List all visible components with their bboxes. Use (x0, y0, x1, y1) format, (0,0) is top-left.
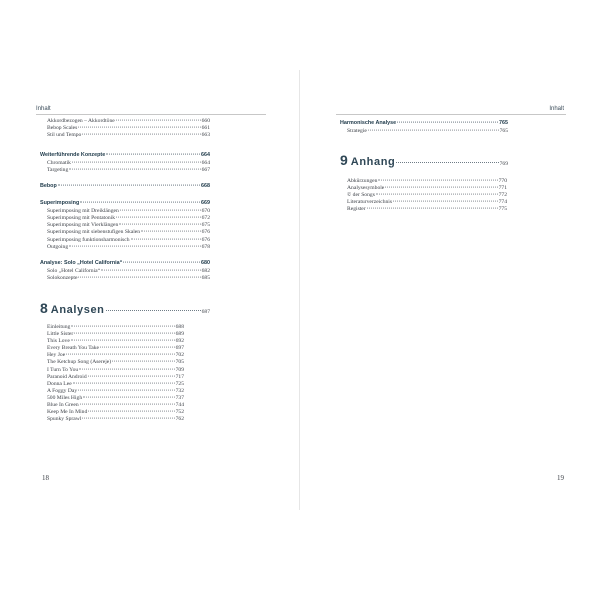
chapter-title: Analysen (50, 303, 105, 316)
dot-leader (106, 154, 200, 155)
toc-entry[interactable]: Strategie 765 (347, 128, 508, 134)
dot-leader (88, 411, 174, 412)
dot-leader (106, 310, 201, 311)
toc-entry[interactable]: Einleitung 688 (47, 323, 184, 330)
dot-leader (88, 375, 175, 376)
toc-entry[interactable]: Chromatik 664 (47, 160, 210, 166)
dot-leader (367, 208, 498, 209)
dot-leader (393, 201, 498, 202)
dot-leader (78, 276, 200, 277)
toc-entry[interactable]: Stil und Tempo 663 (47, 132, 210, 139)
toc-chapter (340, 152, 508, 213)
dot-leader (69, 169, 200, 170)
dot-leader (123, 261, 200, 262)
dot-leader (78, 389, 174, 390)
dot-leader (396, 162, 498, 163)
dot-leader (82, 418, 174, 419)
dot-leader (74, 333, 174, 334)
dot-leader (72, 162, 201, 163)
dot-leader (73, 382, 175, 383)
toc-chapter (40, 300, 210, 423)
page-number: 18 (42, 474, 49, 482)
dot-leader (116, 217, 201, 218)
top-entries-group (47, 118, 210, 139)
toc-entry[interactable]: Little Sister 689 (47, 331, 184, 338)
dot-leader (71, 340, 175, 341)
dot-leader (101, 269, 200, 270)
toc-section (40, 200, 210, 251)
toc-entry[interactable]: This Love 692 (47, 338, 184, 345)
page-number: 19 (557, 474, 564, 482)
dot-leader (397, 122, 498, 123)
dot-leader (58, 185, 200, 186)
toc-sections-left (40, 152, 210, 423)
toc-entry[interactable]: Superimposing mit Dreiklängen 670 (47, 208, 210, 215)
running-header: Inhalt (36, 106, 51, 112)
right-page (300, 0, 600, 600)
header-rule (336, 114, 566, 115)
dot-leader (80, 404, 175, 405)
dot-leader (376, 194, 498, 195)
dot-leader (385, 187, 497, 188)
toc-entry[interactable]: Superimposing mit Pentatonik 672 (47, 215, 210, 222)
section-title[interactable]: Bebop 668 (40, 183, 210, 190)
toc-entry[interactable]: Donna Lee 725 (47, 380, 184, 387)
toc-entry[interactable]: Superimposing mit Vierklängen 675 (47, 222, 210, 229)
section-title[interactable]: Harmonische Analyse 765 (340, 120, 508, 126)
header-rule (36, 114, 266, 115)
dot-leader (141, 231, 201, 232)
dot-leader (79, 368, 174, 369)
dot-leader (83, 396, 174, 397)
toc-entry[interactable]: Analysesymbole 771 (347, 185, 507, 192)
toc-entry[interactable]: Superimposing funktionsharmonisch 676 (47, 236, 210, 243)
toc-column-right (340, 120, 508, 214)
toc-entry[interactable]: Targeting 667 (47, 167, 210, 174)
dot-leader (82, 134, 200, 135)
dot-leader (116, 120, 201, 121)
dot-leader (80, 202, 200, 203)
chapter-heading[interactable]: 8 Analysen 687 (40, 299, 210, 316)
toc-entry[interactable]: A Foggy Day 732 (47, 387, 184, 394)
toc-entry[interactable]: Outgoing 678 (47, 243, 210, 250)
chapter-heading[interactable]: 9 Anhang 769 (340, 152, 508, 169)
toc-section (40, 152, 210, 174)
toc-entry[interactable]: Superimposing mit siebenstufigen Skalen 676 (47, 229, 210, 236)
toc-entry[interactable]: Bebop Scales 661 (47, 125, 210, 132)
toc-entry[interactable]: Abkürzungen 770 (347, 178, 507, 185)
dot-leader (66, 354, 174, 355)
dot-leader (112, 361, 174, 362)
toc-entry[interactable]: Hey Joe 702 (47, 352, 184, 359)
dot-leader (71, 326, 174, 327)
toc-entry[interactable]: Solo „Hotel California“ 682 (47, 267, 210, 274)
toc-section (340, 120, 508, 135)
section-title[interactable]: Analyse: Solo „Hotel California“ 680 (40, 259, 210, 266)
toc-entry[interactable]: Solokonzepte 685 (47, 274, 210, 281)
toc-entry[interactable]: © der Songs 772 (347, 192, 507, 199)
toc-section (40, 260, 210, 282)
toc-section (40, 183, 210, 191)
toc-entry[interactable]: Blue In Green 744 (47, 401, 184, 408)
toc-entry[interactable]: Literaturverzeichnis 774 (347, 199, 507, 206)
toc-entry[interactable]: Akkordbezogen – Akkordtöne 660 (47, 118, 210, 124)
dot-leader (69, 245, 200, 246)
running-header: Inhalt (549, 106, 564, 112)
chapter-title: Anhang (350, 156, 396, 169)
toc-entry[interactable]: Every Breath You Take 697 (47, 345, 184, 352)
chapter-number: 9 (340, 152, 348, 169)
toc-column-left (47, 118, 210, 139)
dot-leader (100, 347, 175, 348)
dot-leader (131, 238, 201, 239)
toc-entry[interactable]: Paranoid Android 717 (47, 373, 184, 380)
section-title[interactable]: Superimposing 669 (40, 200, 210, 207)
toc-entry[interactable]: The Ketchup Song (Asereje) 705 (47, 359, 184, 366)
dot-leader (368, 130, 499, 131)
toc-entry[interactable]: 500 Miles High 737 (47, 394, 184, 401)
dot-leader (119, 224, 200, 225)
section-title[interactable]: Weiterführende Konzepte 664 (40, 152, 210, 158)
toc-entry[interactable]: I Turn To You 709 (47, 366, 184, 373)
dot-leader (78, 127, 200, 128)
dot-leader (378, 180, 497, 181)
toc-entry[interactable]: Keep Me In Mind 752 (47, 409, 184, 416)
toc-entry[interactable]: Register 775 (347, 206, 507, 213)
toc-entry[interactable]: Spunky Sprawl 762 (47, 416, 184, 423)
chapter-number: 8 (40, 299, 48, 316)
dot-leader (120, 210, 201, 211)
